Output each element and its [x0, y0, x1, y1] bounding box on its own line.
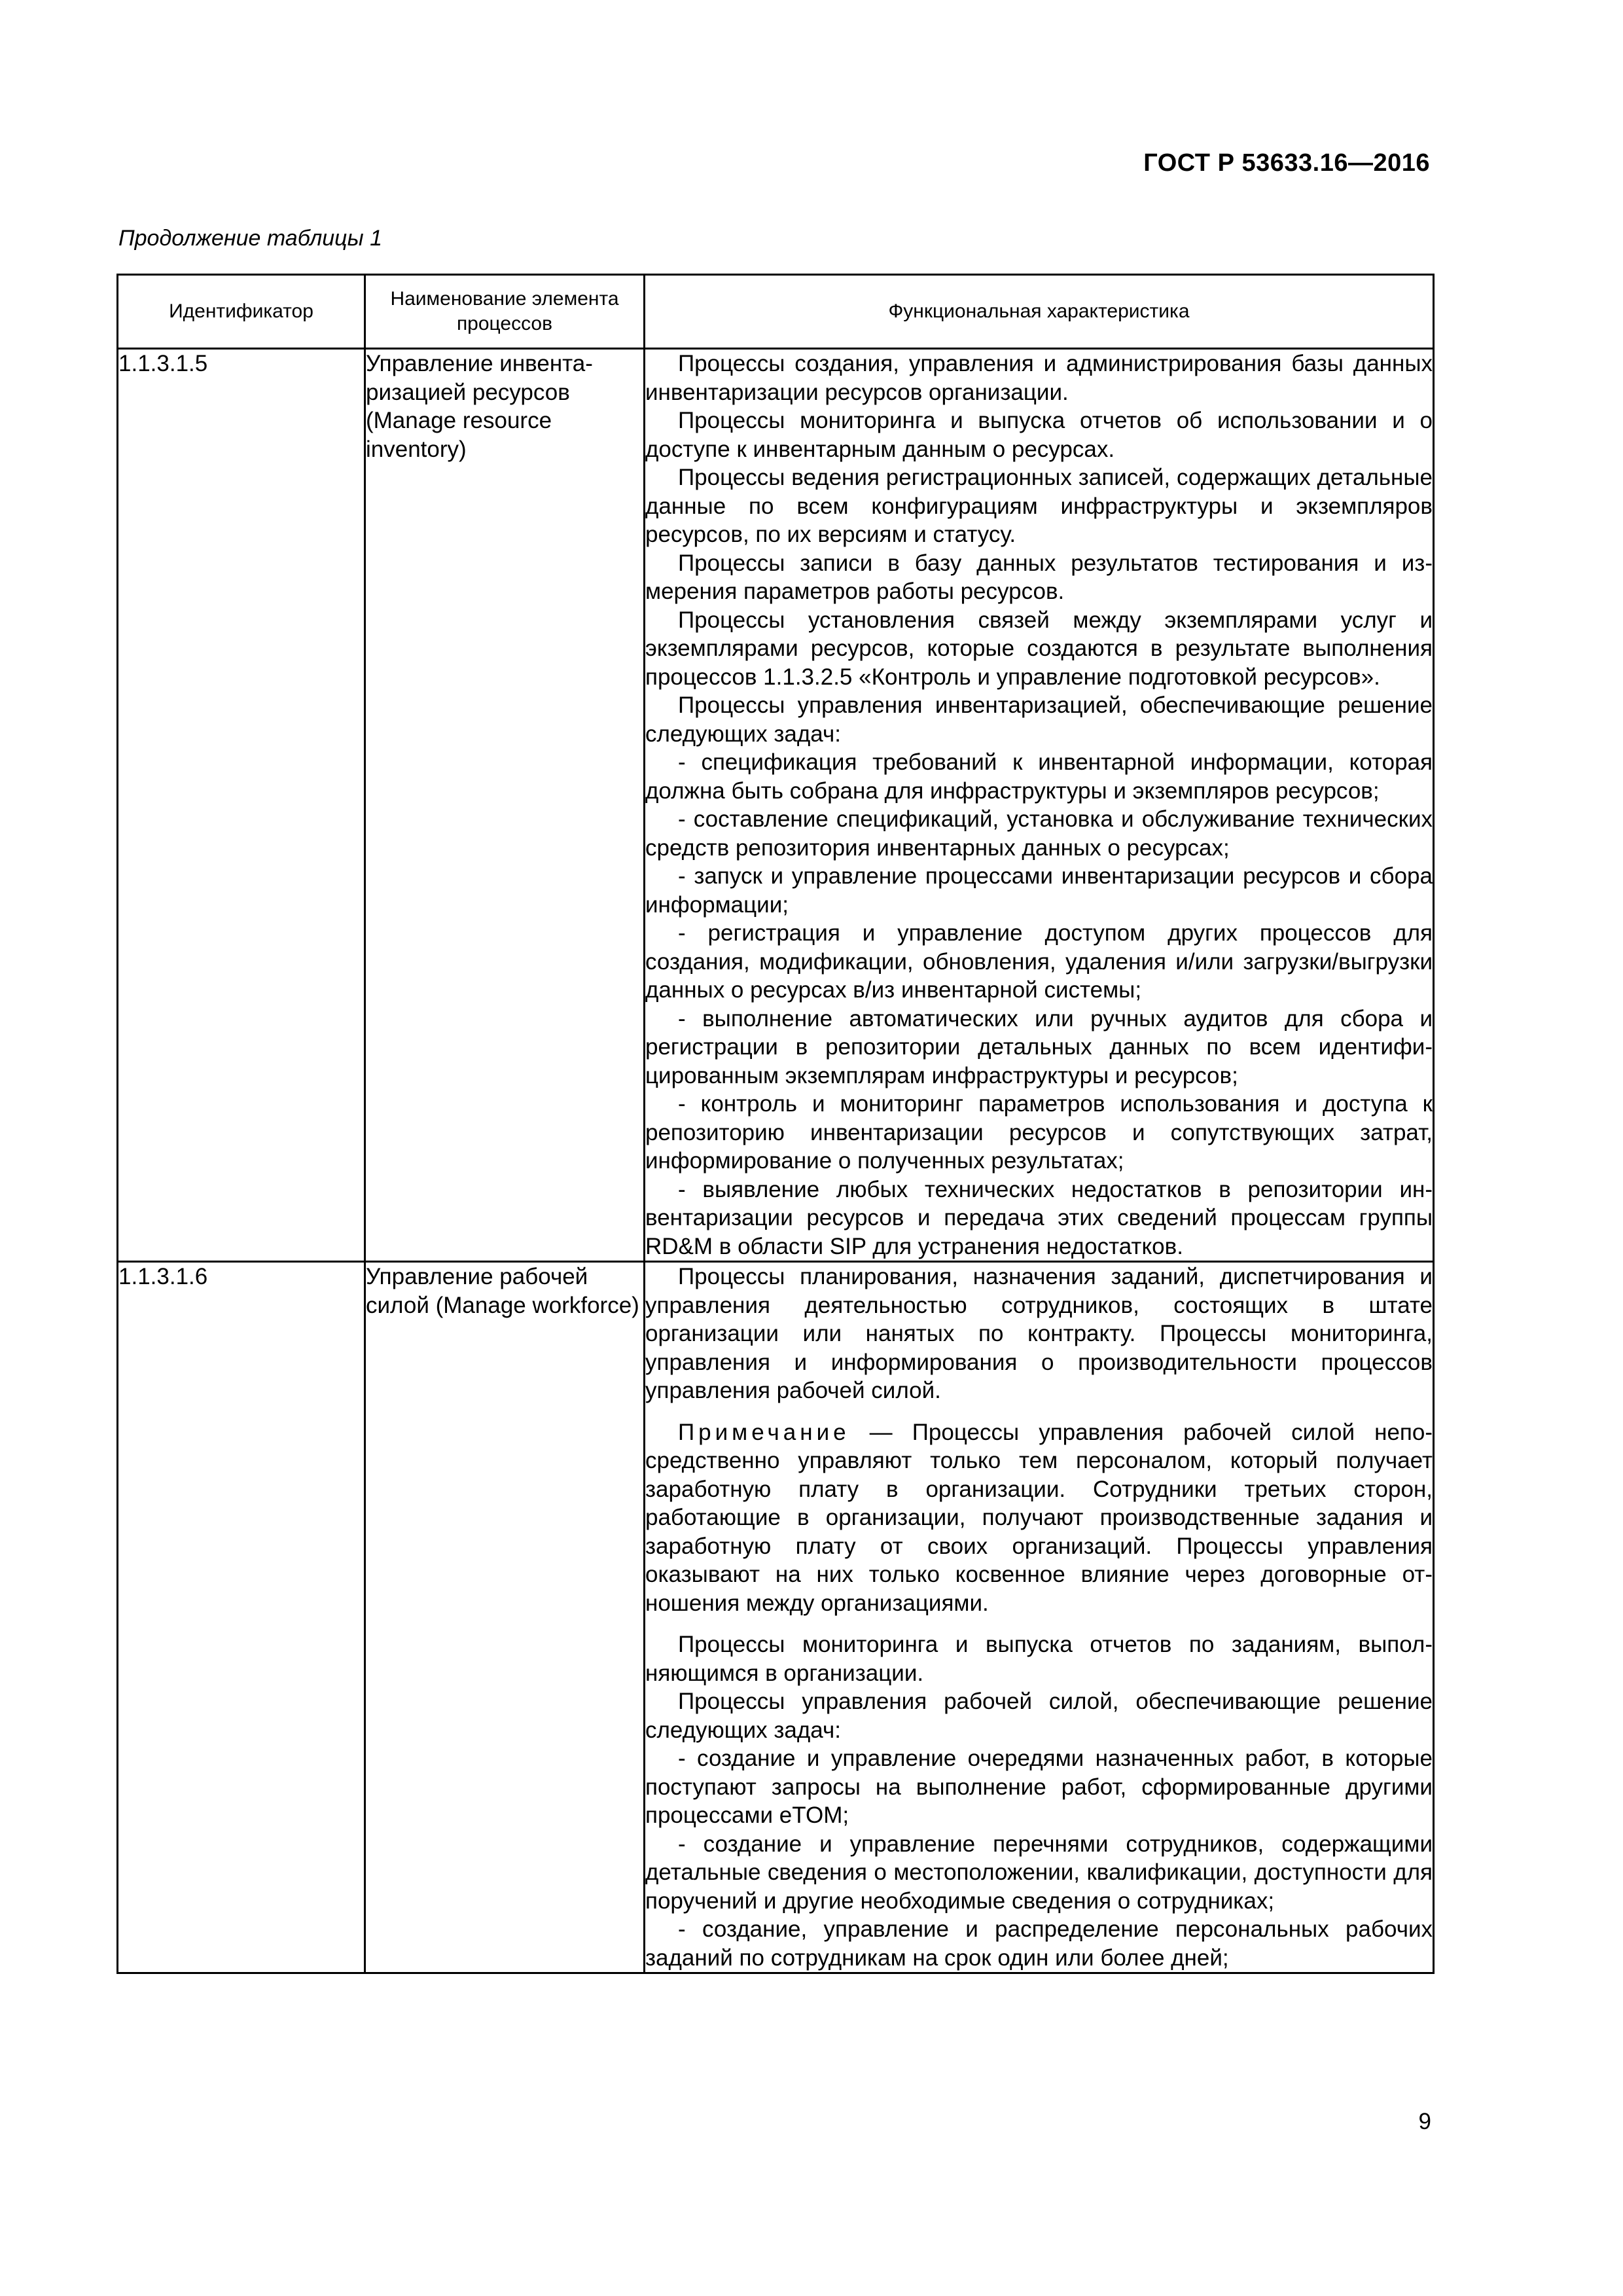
table-row [118, 349, 1434, 1262]
note-paragraph [645, 1418, 1433, 1618]
description-paragraph: Процессы мониторинга и выпуска отчетов по заданиям, выполняющимся в организации. [645, 1632, 1433, 1686]
description-list-item: - спецификация требований к инвентарной информации, которая должна быть собрана для инфраструктуры и экземпляров ресурсов; [645, 749, 1433, 804]
row-process-name: Управление инвентаризацией ресурсов (Manage resource inventory) [365, 349, 645, 1262]
row-process-name: Управление рабочей силой (Manage workforce) [365, 1262, 645, 1973]
description-list-item: - контроль и мониторинг параметров использования и доступа к репозиторию инвентаризации ресурсов и сопутствующих затрат, информирование о полученных результатах; [645, 1091, 1433, 1174]
description-list-item: - создание и управление перечнями сотрудников, содержащими детальные сведения о местоположении, квалификации, доступности для поручений и другие необходимые сведения о сотрудниках; [645, 1831, 1433, 1914]
column-header-process-name: Наименование элемента процессов [365, 275, 645, 349]
process-table [116, 274, 1435, 1974]
description-paragraph: Процессы установления связей между экземплярами услуг и экземплярами ресурсов, которые создаются в результате выполнения процессов 1.1.3.2.5 «Контроль и управление подготовкой ресурсов». [645, 607, 1433, 690]
row-identifier: 1.1.3.1.6 [118, 1262, 365, 1973]
document-code: ГОСТ Р 53633.16—2016 [1143, 149, 1430, 177]
description-list-item: - создание, управление и распределение персональных рабочих заданий по сотрудникам на срок один или более дней; [645, 1916, 1433, 1971]
description-paragraph: Процессы управления рабочей силой, обеспечивающие решение следующих задач: [645, 1689, 1433, 1743]
page-number: 9 [1418, 2109, 1431, 2134]
row-functional-description [645, 349, 1434, 1262]
table-row [118, 1262, 1434, 1973]
description-paragraph: Процессы мониторинга и выпуска отчетов об использовании и о доступе к инвентарным данным о ресурсах. [645, 408, 1433, 462]
column-header-functional-description: Функциональная характеристика [645, 275, 1434, 349]
table-header-row [118, 275, 1434, 349]
description-list-item: - выявление любых технических недостатков в репозитории инвентаризации ресурсов и передача этих сведений процессам группы RD&M в области SIP для устранения недостатков. [645, 1176, 1433, 1259]
description-paragraph: Процессы ведения регистрационных записей, содержащих детальные данные по всем конфигурациям инфраструктуры и экземпляров ресурсов, по их версиям и статусу. [645, 465, 1433, 547]
row-functional-description [645, 1262, 1434, 1973]
description-paragraph: Процессы управления инвентаризацией, обеспечивающие решение следующих задач: [645, 692, 1433, 747]
column-header-identifier: Идентификатор [118, 275, 365, 349]
description-paragraph: Процессы планирования, назначения заданий, диспетчирования и управления деятельностью сотрудников, состоящих в штате организации или нанятых по контракту. Процессы мониторинга, управления и информирования о производительности процессов управления рабочей силой. [645, 1264, 1433, 1403]
description-paragraph: Процессы записи в базу данных результатов тестирования и измерения параметров работы ресурсов. [645, 550, 1433, 604]
row-identifier: 1.1.3.1.5 [118, 349, 365, 1262]
note-text: — Процессы управления рабочей силой непосредственно управляют только тем персоналом, который получает заработную плату в организации. Сотрудники третьих сторон, работающие в организации, получают производственные задания и заработную плату от своих организаций. Процессы управления оказывают на них только косвенное влияние через договорные отношения между организациями. [645, 1419, 1433, 1616]
description-list-item: - запуск и управление процессами инвентаризации ресурсов и сбора информации; [645, 863, 1433, 918]
description-list-item: - создание и управление очередями назначенных работ, в которые поступают запросы на выполнение работ, сформированные другими процессами eTOM; [645, 1746, 1433, 1828]
table-caption: Продолжение таблицы 1 [118, 226, 382, 251]
description-paragraph: Процессы создания, управления и администрирования базы данных инвентаризации ресурсов организации. [645, 351, 1433, 405]
note-label: Примечание [678, 1419, 850, 1445]
description-list-item: - регистрация и управление доступом других процессов для создания, модификации, обновления, удаления и/или загрузки/выгрузки данных о ресурсах в/из инвентарной системы; [645, 920, 1433, 1003]
description-list-item: - составление спецификаций, установка и обслуживание технических средств репозитория инвентарных данных о ресурсах; [645, 806, 1433, 861]
description-list-item: - выполнение автоматических или ручных аудитов для сбора и регистрации в репозитории детальных данных по всем идентифицированным экземплярам инфраструктуры и ресурсов; [645, 1005, 1433, 1088]
